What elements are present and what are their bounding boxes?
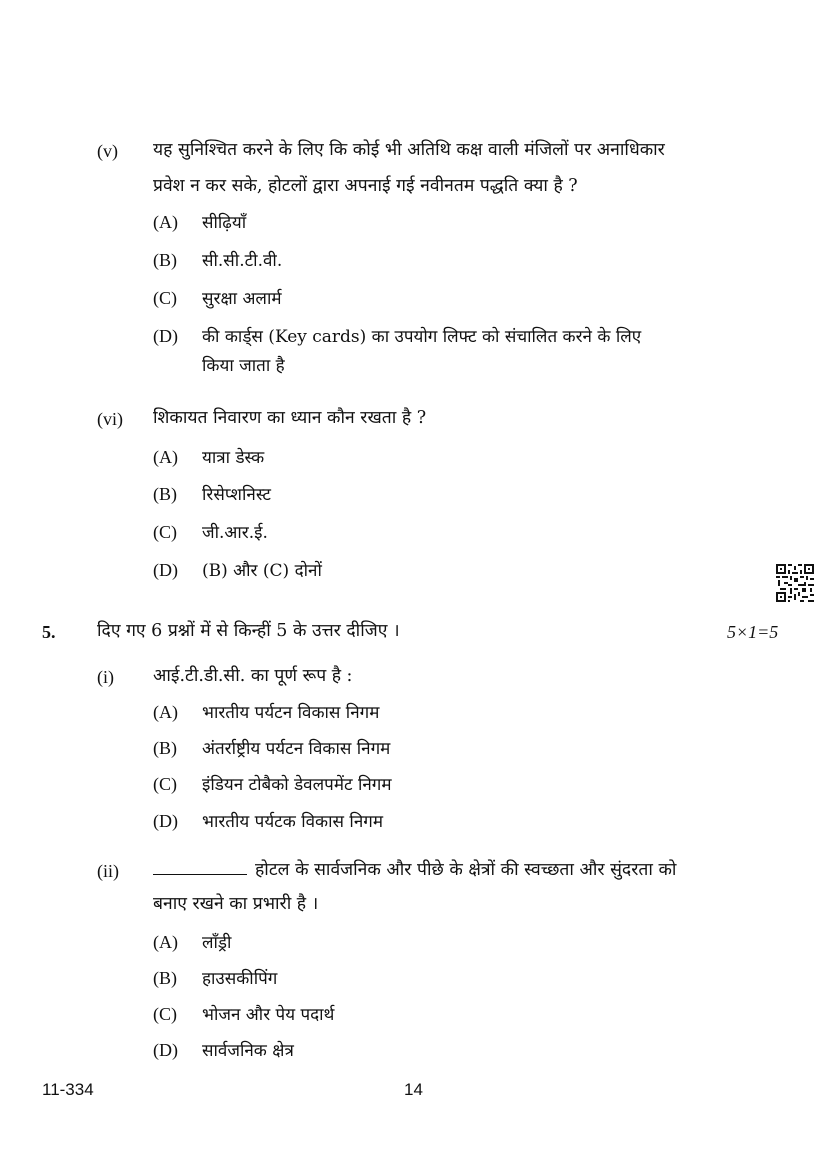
question-number: (ii) (97, 861, 119, 881)
paper-code: 11-334 (42, 1080, 94, 1099)
question-text: शिकायत निवारण का ध्यान कौन रखता है ? (153, 408, 427, 428)
option-text: सीढ़ियाँ (202, 213, 247, 233)
option-text: सुरक्षा अलार्म (202, 289, 282, 309)
option-label: (D) (153, 326, 178, 346)
option-label: (A) (153, 447, 178, 467)
option-label: (B) (153, 738, 177, 758)
option-label: (B) (153, 484, 177, 504)
qr-code-icon (776, 564, 814, 602)
option-text: सार्वजनिक क्षेत्र (202, 1041, 294, 1061)
option-text: यात्रा डेस्क (202, 448, 265, 468)
option-label: (B) (153, 968, 177, 988)
question-text: यह सुनिश्चित करने के लिए कि कोई भी अतिथि कक्ष वाली मंजिलों पर अनाधिकार (153, 140, 665, 160)
option-text: भोजन और पेय पदार्थ (202, 1005, 335, 1025)
question-text: प्रवेश न कर सके, होटलों द्वारा अपनाई गई नवीनतम पद्धति क्या है ? (153, 176, 578, 196)
option-text: रिसेप्शनिस्ट (202, 485, 272, 505)
question-text: बनाए रखने का प्रभारी है । (153, 894, 319, 914)
option-label: (A) (153, 702, 178, 722)
option-text: अंतर्राष्ट्रीय पर्यटन विकास निगम (202, 739, 391, 759)
option-text: की कार्ड्स (Key cards) का उपयोग लिफ्ट को संचालित करने के लिए (202, 327, 642, 347)
option-label: (A) (153, 932, 178, 952)
option-text: सी.सी.टी.वी. (202, 251, 283, 271)
question-number: (i) (97, 667, 114, 687)
option-text: भारतीय पर्यटन विकास निगम (202, 703, 380, 723)
option-text: जी.आर.ई. (202, 523, 268, 543)
question-text-line1: होटल के सार्वजनिक और पीछे के क्षेत्रों की स्वच्छता और सुंदरता को (255, 860, 677, 880)
marks-label: 5×1=5 (727, 622, 779, 642)
option-text-continued: किया जाता है (202, 356, 285, 376)
option-label: (D) (153, 1040, 178, 1060)
fill-in-blank (153, 874, 247, 875)
question-number: (v) (97, 141, 118, 161)
option-text: भारतीय पर्यटक विकास निगम (202, 812, 383, 832)
page-number: 14 (404, 1080, 423, 1099)
question-text: आई.टी.डी.सी. का पूर्ण रूप है : (153, 666, 353, 686)
option-label: (A) (153, 212, 178, 232)
question-number: 5. (42, 622, 56, 642)
option-label: (C) (153, 1004, 177, 1024)
question-instruction: दिए गए 6 प्रश्नों में से किन्हीं 5 के उत्तर दीजिए । (97, 621, 400, 641)
question-number: (vi) (97, 409, 123, 429)
option-label: (D) (153, 560, 178, 580)
option-label: (B) (153, 250, 177, 270)
option-label: (D) (153, 811, 178, 831)
option-label: (C) (153, 774, 177, 794)
option-text: हाउसकीपिंग (202, 969, 278, 989)
option-label: (C) (153, 522, 177, 542)
option-text: लाँड्री (202, 933, 232, 953)
question-text (153, 854, 676, 886)
option-text: (B) और (C) दोनों (202, 561, 322, 581)
option-label: (C) (153, 288, 177, 308)
option-text: इंडियन टोबैको डेवलपमेंट निगम (202, 775, 392, 795)
